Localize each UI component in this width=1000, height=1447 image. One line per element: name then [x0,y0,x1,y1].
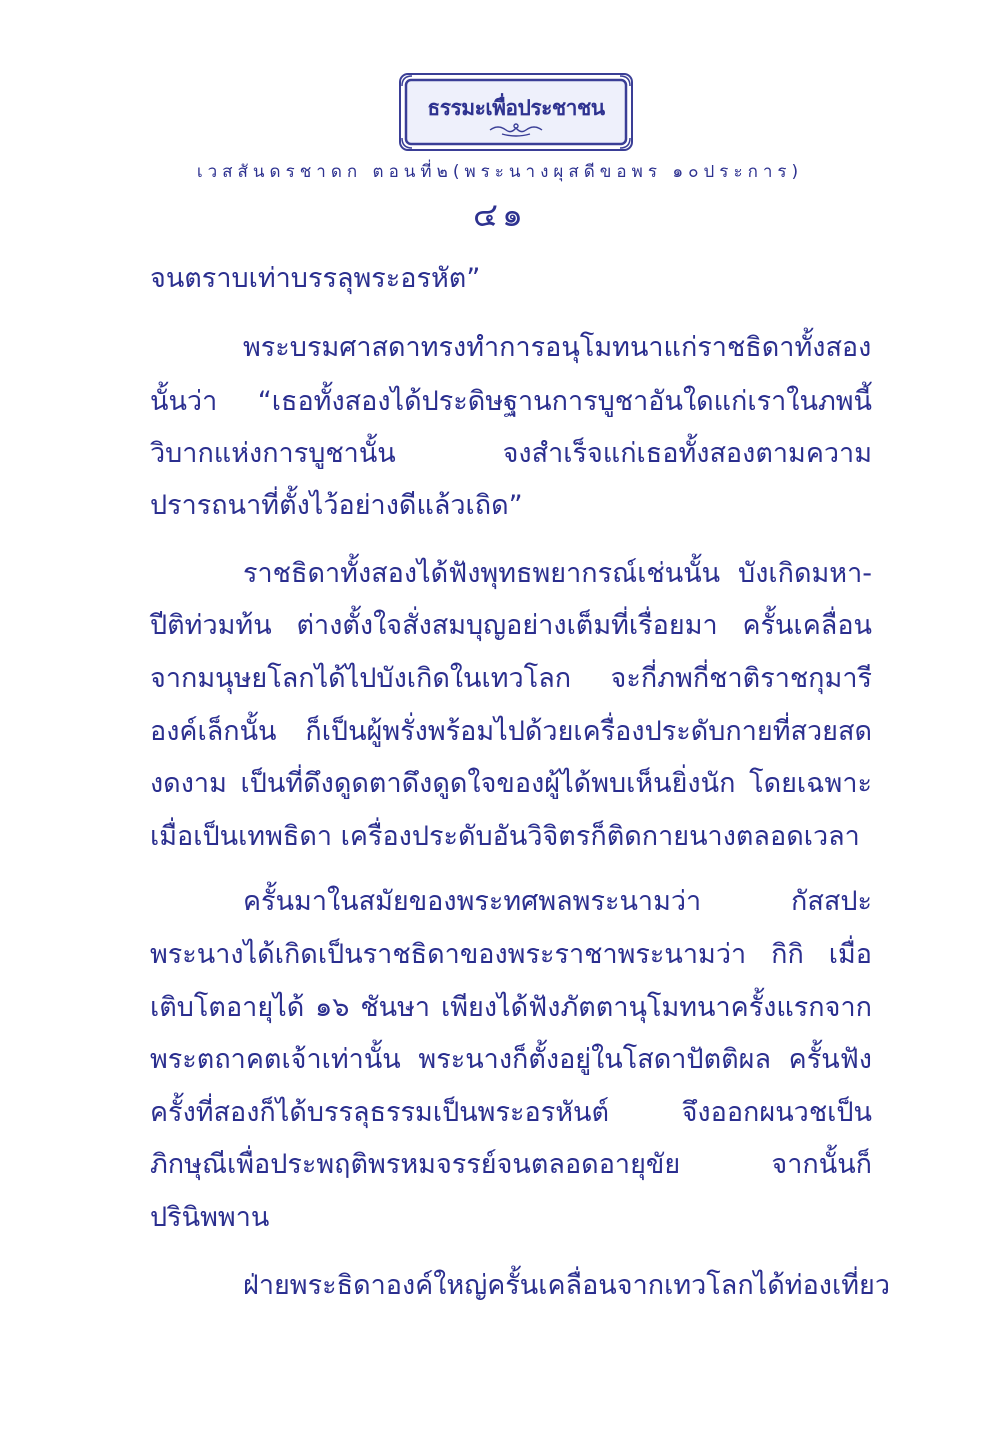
body-line: นั้นว่า “เธอทั้งสองได้ประดิษฐานการบูชาอันใดแก่เราในภพนี้ [150,386,872,417]
body-line: จนตราบเท่าบรรลุพระอรหัต” [150,263,481,294]
body-line: ภิกษุณีเพื่อประพฤติพรหมจรรย์จนตลอดอายุขัย จากนั้นก็ [150,1149,872,1180]
body-line: จากมนุษยโลกได้ไปบังเกิดในเทวโลก จะกี่ภพกี่ชาติราชกุมารี [150,663,872,694]
body-line: วิบากแห่งการบูชานั้น จงสำเร็จแก่เธอทั้งสองตามความ [150,438,872,469]
publisher-logo [398,72,634,152]
body-line: เติบโตอายุได้ ๑๖ ชันษา เพียงได้ฟังภัตตานุโมทนาครั้งแรกจาก [150,992,872,1023]
page-number: ๔๑ [473,195,527,234]
body-line: ปรินิพพาน [150,1202,270,1233]
body-line: ราชธิดาทั้งสองได้ฟังพุทธพยากรณ์เช่นนั้น บังเกิดมหา- [243,558,872,589]
running-header: เวสสันดรชาดก ตอนที่๒(พระนางผุสดีขอพร ๑๐ประการ) [196,162,804,182]
body-line: ฝ่ายพระธิดาองค์ใหญ่ครั้นเคลื่อนจากเทวโลกได้ท่องเที่ยว [243,1270,890,1301]
body-line: ปรารถนาที่ตั้งไว้อย่างดีแล้วเถิด” [150,490,523,521]
body-line: ปีติท่วมท้น ต่างตั้งใจสั่งสมบุญอย่างเต็มที่เรื่อยมา ครั้นเคลื่อน [150,610,872,641]
body-line: พระบรมศาสดาทรงทำการอนุโมทนาแก่ราชธิดาทั้งสอง [243,332,872,363]
logo-text: ธรรมะเพื่อประชาชน [427,96,605,120]
body-line: องค์เล็กนั้น ก็เป็นผู้พรั่งพร้อมไปด้วยเครื่องประดับกายที่สวยสด [150,716,872,747]
body-line: พระตถาคตเจ้าเท่านั้น พระนางก็ตั้งอยู่ในโสดาปัตติผล ครั้นฟัง [150,1044,872,1075]
body-line: พระนางได้เกิดเป็นราชธิดาของพระราชาพระนามว่า กิกิ เมื่อ [150,939,872,970]
body-line: ครั้งที่สองก็ได้บรรลุธรรมเป็นพระอรหันต์ จึงออกผนวชเป็น [150,1097,872,1128]
body-line: เมื่อเป็นเทพธิดา เครื่องประดับอันวิจิตรก็ติดกายนางตลอดเวลา [150,821,860,852]
body-line: ครั้นมาในสมัยของพระทศพลพระนามว่า กัสสปะ [243,886,872,917]
body-line: งดงาม เป็นที่ดึงดูดตาดึงดูดใจของผู้ได้พบเห็นยิ่งนัก โดยเฉพาะ [150,768,872,799]
